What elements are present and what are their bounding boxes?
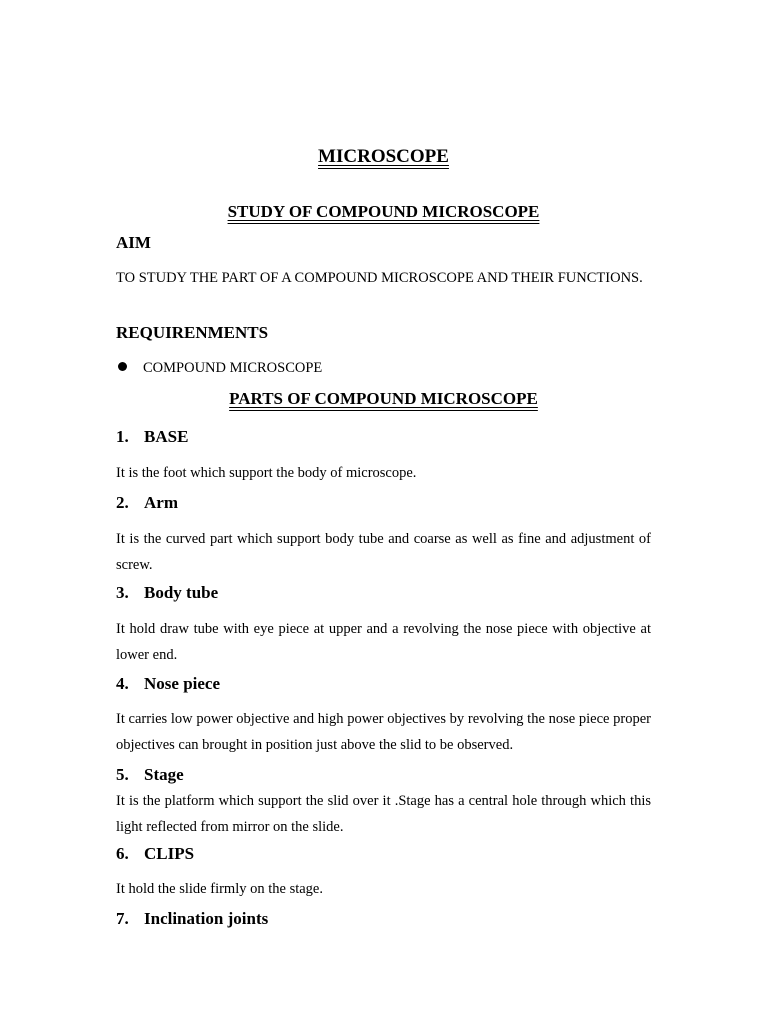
part-name: CLIPS xyxy=(144,844,195,863)
part-name: BASE xyxy=(144,427,189,446)
part-number: 6. xyxy=(116,844,129,863)
part-heading xyxy=(116,909,268,929)
part-number: 5. xyxy=(116,765,129,784)
parts-title: PARTS OF COMPOUND MICROSCOPE xyxy=(229,389,538,408)
requirement-item xyxy=(116,360,322,377)
part-name: Nose piece xyxy=(144,674,221,693)
document-subtitle: STUDY OF COMPOUND MICROSCOPE xyxy=(227,202,540,221)
part-heading xyxy=(116,493,178,513)
part-description: It is the platform which support the slid over it .Stage has a central hole through which this light reflected from mirror on the slide. xyxy=(116,793,651,835)
part-number: 7. xyxy=(116,909,129,928)
aim-heading: AIM xyxy=(116,233,151,252)
part-description: It is the foot which support the body of microscope. xyxy=(116,465,417,481)
part-description: It carries low power objective and high power objectives by revolving the nose piece proper objectives can brought in position just above the slid to be observed. xyxy=(116,711,651,753)
requirement-item-label: COMPOUND MICROSCOPE xyxy=(143,360,323,376)
document-title: MICROSCOPE xyxy=(318,146,449,167)
part-name: Body tube xyxy=(144,583,219,602)
part-name: Stage xyxy=(144,765,184,784)
part-name: Arm xyxy=(144,493,178,512)
requirements-heading: REQUIRENMENTS xyxy=(116,323,269,342)
part-number: 4. xyxy=(116,674,129,693)
part-description: It is the curved part which support body tube and coarse as well as fine and adjustment of screw. xyxy=(116,531,651,573)
part-heading xyxy=(116,765,184,785)
part-name: Inclination joints xyxy=(144,909,269,928)
part-number: 2. xyxy=(116,493,129,512)
aim-text: TO STUDY THE PART OF A COMPOUND MICROSCOPE AND THEIR FUNCTIONS. xyxy=(116,270,643,286)
part-description: It hold the slide firmly on the stage. xyxy=(116,881,323,897)
part-description: It hold draw tube with eye piece at upper and a revolving the nose piece with objective at lower end. xyxy=(116,621,651,663)
part-number: 3. xyxy=(116,583,129,602)
part-heading xyxy=(116,427,188,447)
bullet-icon xyxy=(118,362,127,371)
part-heading xyxy=(116,844,194,864)
part-heading xyxy=(116,674,220,694)
part-heading xyxy=(116,583,218,603)
part-number: 1. xyxy=(116,427,129,446)
